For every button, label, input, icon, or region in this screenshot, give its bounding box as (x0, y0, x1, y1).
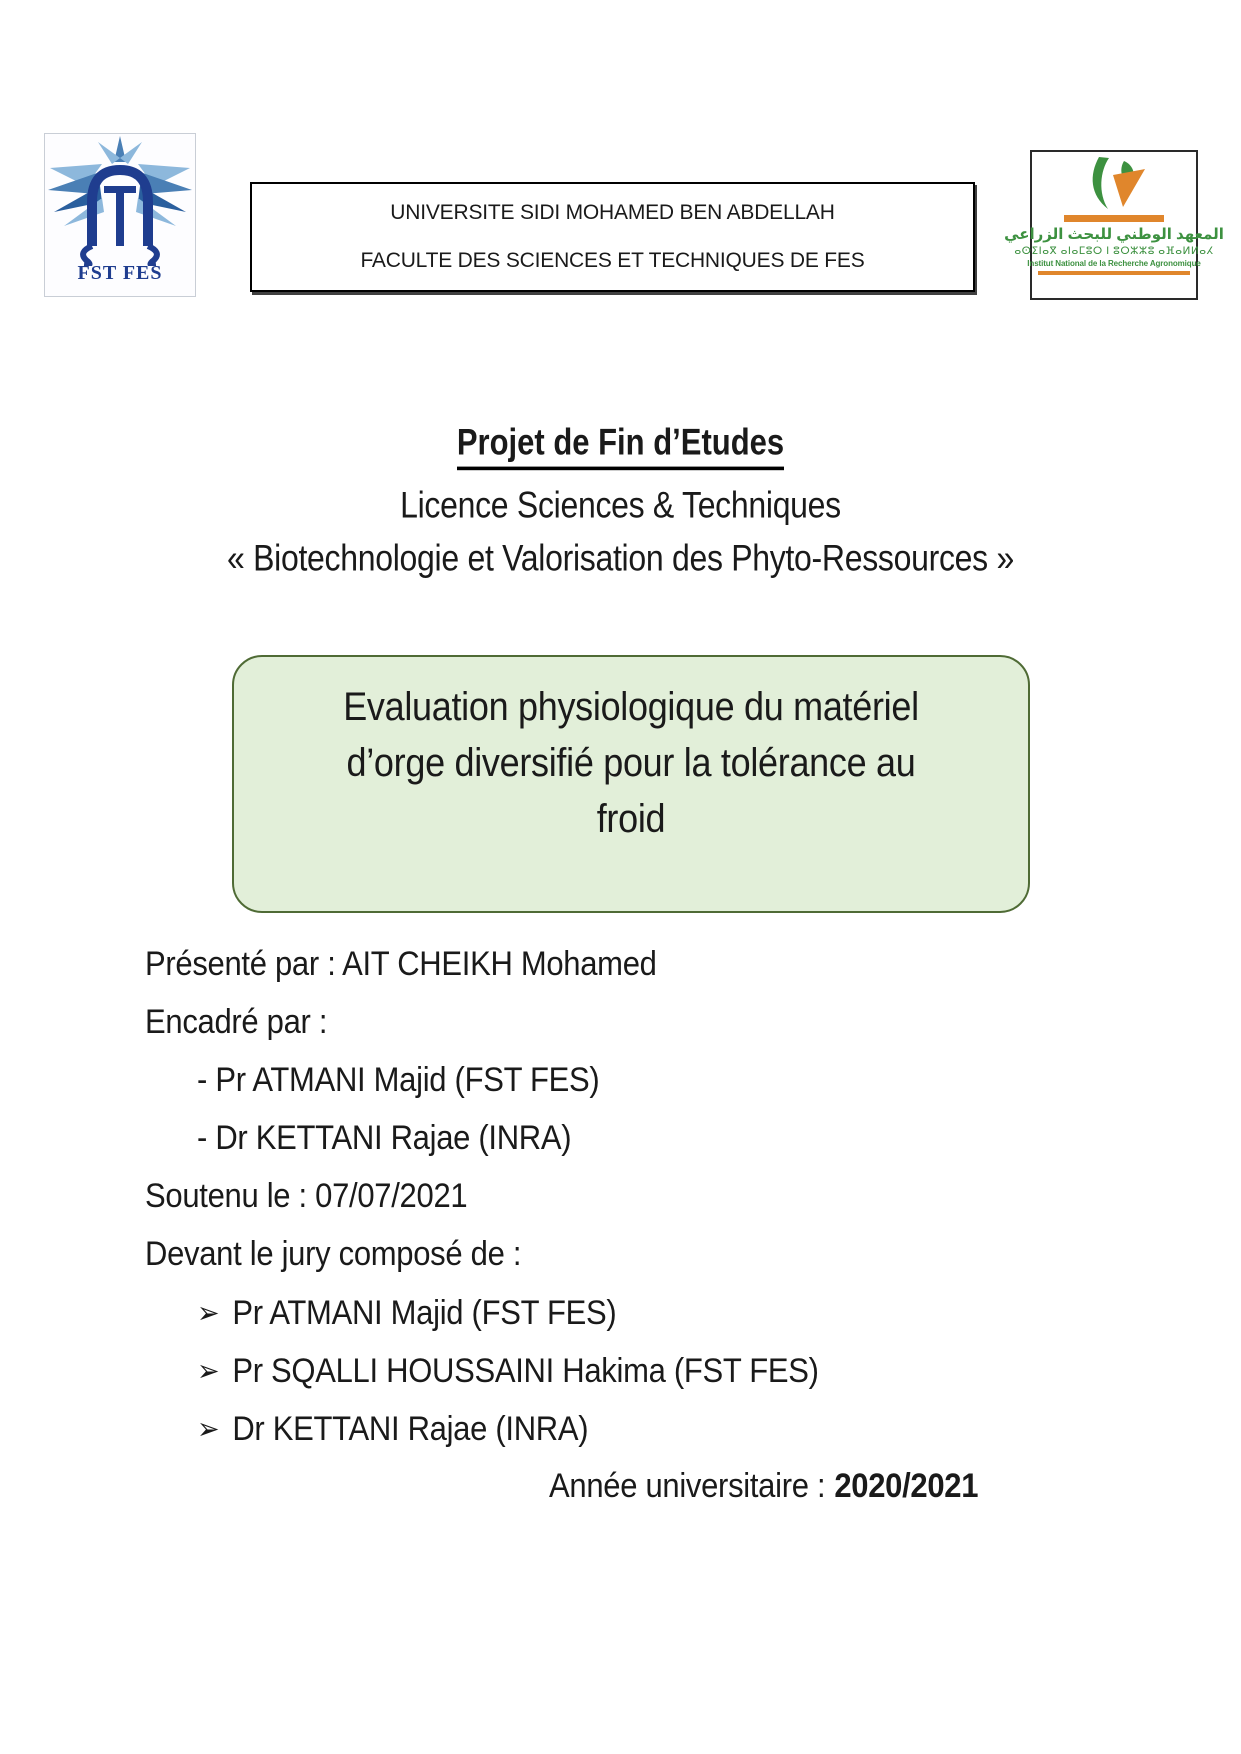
document-type-title (0, 421, 1241, 464)
inra-logo (1004, 150, 1224, 300)
speciality-title: « Biotechnologie et Valorisation des Phyto-Ressources » (227, 537, 1014, 579)
defense-date-line: Soutenu le : 07/07/2021 (145, 1175, 468, 1215)
jury-item (197, 1292, 617, 1332)
fst-fes-logo-caption: FST FES (77, 262, 163, 284)
inra-orange-underline (1038, 271, 1190, 275)
presented-by-line: Présenté par : AIT CHEIKH Mohamed (145, 943, 657, 983)
supervised-by-label: Encadré par : (145, 1001, 328, 1041)
jury-item (197, 1408, 589, 1448)
arrow-bullet-icon: ➢ (197, 1354, 220, 1388)
institution-box (250, 182, 975, 292)
jury-member-name: Pr ATMANI Majid (FST FES) (232, 1292, 617, 1332)
arrow-bullet-icon: ➢ (197, 1296, 220, 1330)
inra-name-french: Institut National de la Recherche Agronomique (1027, 259, 1201, 268)
jury-label: Devant le jury composé de : (145, 1233, 522, 1273)
supervisor-item: - Pr ATMANI Majid (FST FES) (197, 1059, 600, 1099)
subject-title-line: froid (596, 795, 666, 841)
inra-orange-bar (1064, 215, 1164, 222)
subject-title-line: d’orge diversifié pour la tolérance au (346, 739, 916, 785)
fst-fes-logo (44, 133, 196, 297)
jury-member-name: Dr KETTANI Rajae (INRA) (232, 1408, 589, 1448)
jury-item (197, 1350, 819, 1390)
academic-year-line (549, 1465, 979, 1505)
document-type-text: Projet de Fin d’Etudes (457, 421, 784, 470)
inra-name-arabic: المعهد الوطني للبحث الزراعي (1004, 226, 1224, 243)
fst-fes-logo-graphic (46, 134, 194, 266)
degree-title: Licence Sciences & Techniques (400, 484, 841, 526)
subject-box (232, 655, 1030, 913)
inra-name-tifinagh: ⴰⵙⵉⵏⴰⴳ ⴰⵏⴰⵎⵓⵔ ⵏ ⵓⵔⵣⵣⵓ ⴰⴼⴰⵍⵍⴰⵃ (1014, 245, 1214, 257)
academic-year-label: Année universitaire : (549, 1465, 826, 1505)
arrow-bullet-icon: ➢ (197, 1412, 220, 1446)
university-name: UNIVERSITE SIDI MOHAMED BEN ABDELLAH (390, 201, 835, 224)
faculty-name: FACULTE DES SCIENCES ET TECHNIQUES DE FES (360, 249, 865, 272)
supervisor-item: - Dr KETTANI Rajae (INRA) (197, 1117, 572, 1157)
inra-logo-graphic (1039, 155, 1189, 213)
jury-member-name: Pr SQALLI HOUSSAINI Hakima (FST FES) (232, 1350, 819, 1390)
academic-year-value: 2020/2021 (834, 1465, 979, 1505)
subject-title-line: Evaluation physiologique du matériel (343, 683, 919, 729)
